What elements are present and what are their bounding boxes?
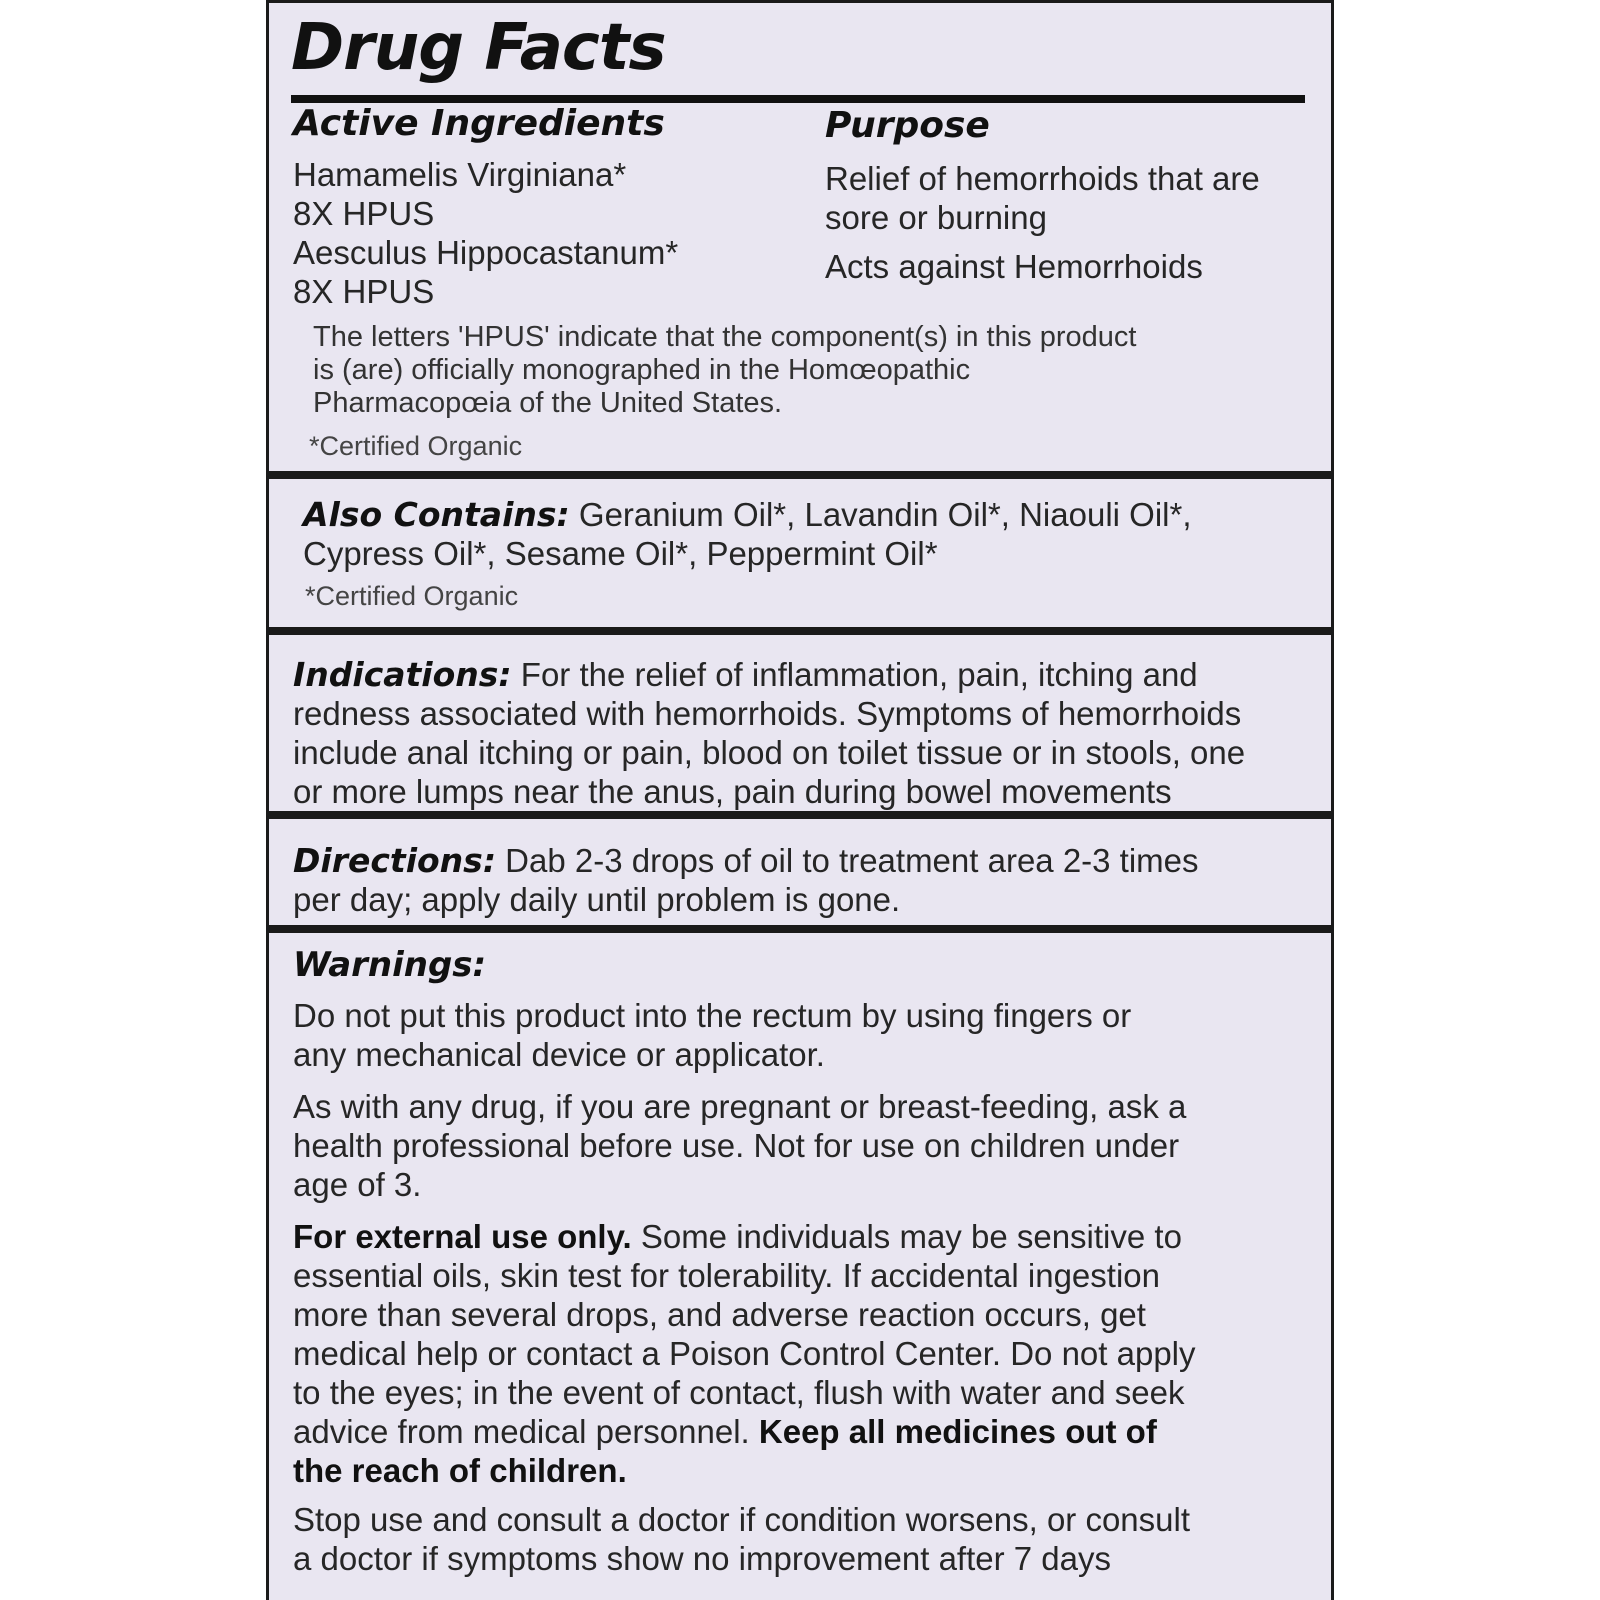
indications-section [293,655,1323,811]
warning-text: Stop use and consult a doctor if condition worsens, or consult [293,1501,1191,1538]
warning-text: health professional before use. Not for use on children under [293,1127,1180,1164]
page-title: Drug Facts [291,11,666,85]
directions-heading: Directions: [293,841,497,880]
indications-text: or more lumps near the anus, pain during bowel movements [293,773,1172,810]
directions-text: per day; apply daily until problem is gone. [293,881,901,918]
section-divider [269,627,1331,635]
warning-text: essential oils, skin test for tolerability. If accidental ingestion [293,1257,1160,1294]
warning-text: any mechanical device or applicator. [293,1036,825,1073]
warning-text: more than several drops, and adverse reaction occurs, get [293,1296,1146,1333]
warning-text: Do not put this product into the rectum by using fingers or [293,997,1132,1034]
purpose-line: sore or burning [825,199,1047,236]
external-use-warning: For external use only. [293,1218,632,1255]
also-contains-text: Cypress Oil*, Sesame Oil*, Peppermint Oil* [303,535,938,572]
indications-text: redness associated with hemorrhoids. Symptoms of hemorrhoids [293,695,1242,732]
indications-heading: Indications: [293,655,512,694]
active-ingredients-list [293,155,678,311]
title-divider [291,95,1305,103]
section-divider [269,925,1331,933]
section-divider [269,471,1331,479]
also-contains-text: Geranium Oil*, Lavandin Oil*, Niaouli Oil*, [569,496,1192,533]
warnings-section [293,996,1323,1578]
purpose-line: Relief of hemorrhoids that are [825,160,1260,197]
warning-text: advice from medical personnel. [293,1413,759,1450]
hpus-note-line: The letters 'HPUS' indicate that the component(s) in this product [313,321,1137,353]
indications-text: For the relief of inflammation, pain, itching and [511,656,1198,693]
warning-text: medical help or contact a Poison Control Center. Do not apply [293,1335,1196,1372]
ingredient-name: Aesculus Hippocastanum* [293,234,679,271]
directions-text: Dab 2-3 drops of oil to treatment area 2-3 times [496,842,1199,879]
active-ingredients-heading: Active Ingredients [293,103,665,144]
drug-facts-label [266,0,1334,1600]
warning-text: As with any drug, if you are pregnant or breast-feeding, ask a [293,1088,1187,1125]
purpose-text [825,159,1260,286]
warning-text: Some individuals may be sensitive to [631,1218,1182,1255]
certified-organic-note: *Certified Organic [309,431,523,461]
children-warning: Keep all medicines out of [758,1413,1157,1450]
ingredient-name: Hamamelis Virginiana* [293,156,627,193]
ingredient-potency: 8X HPUS [293,195,435,232]
also-contains-section [303,495,1323,573]
purpose-heading: Purpose [825,105,990,146]
section-divider [269,811,1331,819]
warnings-heading: Warnings: [293,945,487,985]
warning-text: age of 3. [293,1166,422,1203]
children-warning: the reach of children. [293,1452,627,1489]
warning-text: to the eyes; in the event of contact, flush with water and seek [293,1374,1185,1411]
certified-organic-note: *Certified Organic [305,581,519,611]
indications-text: include anal itching or pain, blood on toilet tissue or in stools, one [293,734,1246,771]
purpose-line: Acts against Hemorrhoids [825,248,1203,285]
hpus-note [313,321,1136,420]
ingredient-potency: 8X HPUS [293,273,435,310]
warning-text: a doctor if symptoms show no improvement after 7 days [293,1540,1112,1577]
hpus-note-line: Pharmacopœia of the United States. [313,387,783,419]
hpus-note-line: is (are) officially monographed in the Homœopathic [313,354,971,386]
directions-section [293,841,1323,919]
also-contains-heading: Also Contains: [303,495,570,534]
